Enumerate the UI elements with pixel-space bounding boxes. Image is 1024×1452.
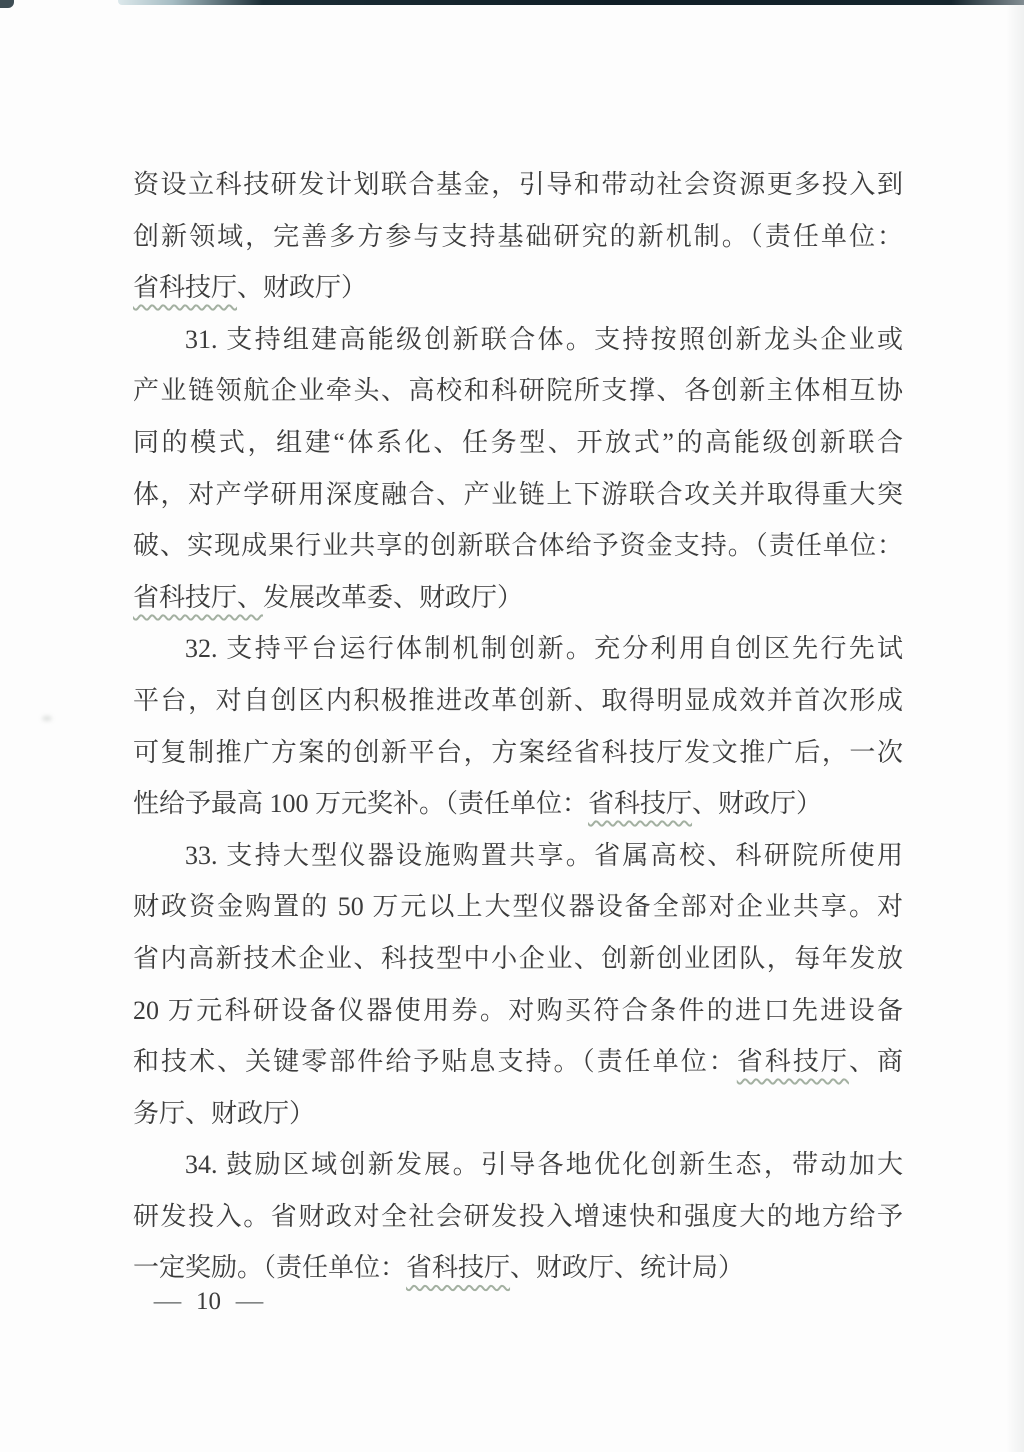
text-line: 20 万元科研设备仪器使用券。对购买符合条件的进口先进设备: [133, 995, 903, 1025]
text-line: 资设立科技研发计划联合基金，引导和带动社会资源更多投入到: [133, 170, 903, 199]
text-line: 32. 支持平台运行体制机制创新。充分利用自创区先行先试: [185, 634, 903, 664]
text-line: 省内高新技术企业、科技型中小企业、创新创业团队，每年发放: [133, 943, 903, 973]
text-line: 34. 鼓励区域创新发展。引导各地优化创新生态，带动加大: [185, 1150, 903, 1180]
text-line: 一定奖励。（责任单位：省科技厅、财政厅、统计局）: [133, 1253, 745, 1283]
pencil-underline: 省科技厅: [736, 1047, 849, 1077]
text-line: 产业链领航企业牵头、高校和科研院所支撑、各创新主体相互协: [133, 376, 903, 406]
text-line: 破、实现成果行业共享的创新联合体给予资金支持。（责任单位：: [133, 531, 903, 561]
pencil-underline: 省科技厅: [588, 789, 693, 819]
pencil-underline: 省科技厅: [133, 273, 238, 303]
page-number-left-dash: —: [153, 1288, 182, 1315]
scan-artifact-smudge: [42, 716, 52, 721]
text-line: 务厅、财政厅）: [133, 1098, 316, 1128]
text-line: 同的模式，组建“体系化、任务型、开放式”的高能级创新联合: [133, 427, 903, 457]
text-line: 研发投入。省财政对全社会研发投入增速快和强度大的地方给予: [133, 1201, 903, 1231]
scan-artifact-corner: [0, 0, 14, 8]
text-line: 可复制推广方案的创新平台，方案经省科技厅发文推广后，一次: [133, 737, 903, 767]
text-line: 性给予最高 100 万元奖补。（责任单位：省科技厅、财政厅）: [133, 789, 823, 819]
text-line: 创新领域，完善多方参与支持基础研究的新机制。（责任单位：: [133, 221, 903, 251]
pencil-underline: 省科技厅: [406, 1253, 511, 1283]
text-line: 省科技厅、财政厅）: [133, 273, 368, 303]
text-line: 31. 支持组建高能级创新联合体。支持按照创新龙头企业或: [185, 324, 903, 354]
text-line: 体，对产学研用深度融合、产业链上下游联合攻关并取得重大突: [133, 479, 903, 509]
text-line: 财政资金购置的 50 万元以上大型仪器设备全部对企业共享。对: [133, 892, 903, 922]
text-line: 平台，对自创区内积极推进改革创新、取得明显成效并首次形成: [133, 685, 903, 715]
text-line: 33. 支持大型仪器设施购置共享。省属高校、科研院所使用: [185, 840, 903, 870]
page-number-right-dash: —: [235, 1288, 264, 1315]
page-number-value: 10: [196, 1288, 221, 1315]
text-line: 省科技厅、发展改革委、财政厅）: [133, 582, 524, 612]
document-body: [133, 159, 903, 1294]
text-line: 和技术、关键零部件给予贴息支持。（责任单位：省科技厅、商: [133, 1047, 903, 1077]
scan-artifact-top-edge: [118, 0, 1024, 5]
pencil-underline: 省科技厅、: [133, 582, 264, 612]
page-number: [155, 1288, 262, 1316]
